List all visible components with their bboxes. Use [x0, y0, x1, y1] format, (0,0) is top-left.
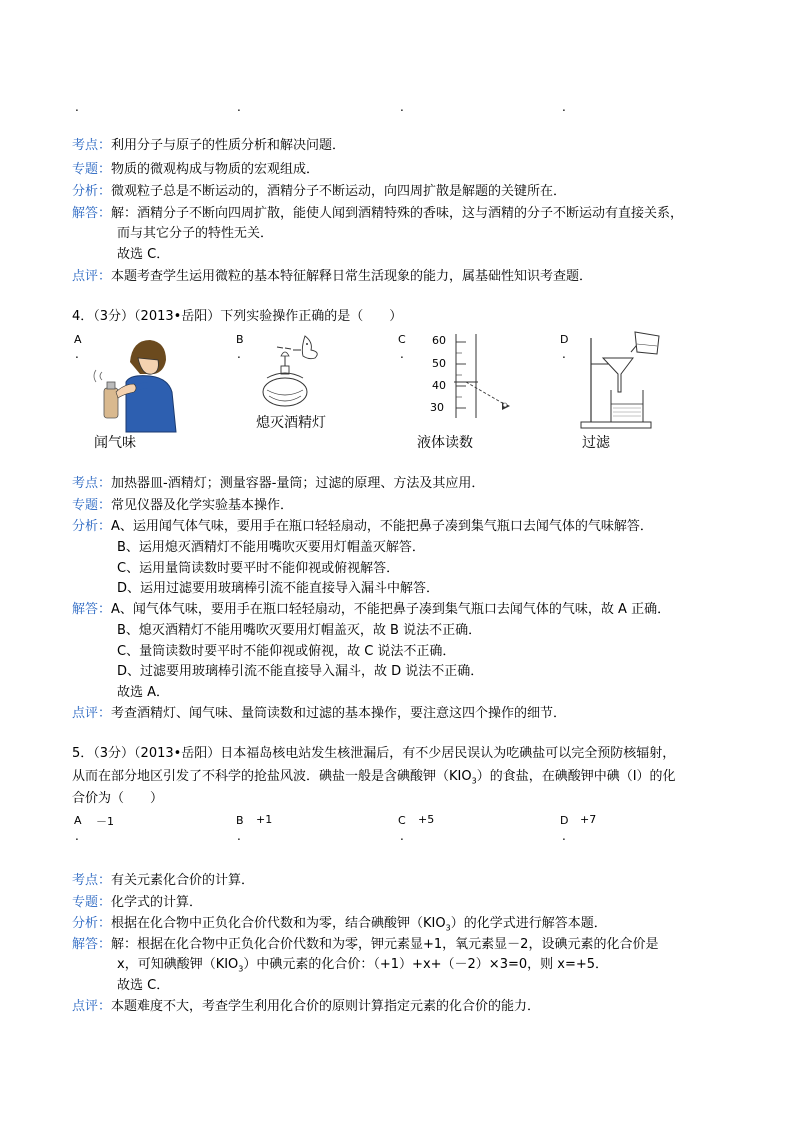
q3-answer: 故选 C． [117, 247, 170, 262]
q3-fenxi: 分析：微观粒子总是不断运动的，酒精分子不断运动，向四周扩散是解题的关键所在． [72, 184, 567, 199]
q5-option-c-value: +5 [418, 813, 435, 826]
q3-dianping: 点评：本题考查学生运用微粒的基本特征解释日常生活现象的能力，属基础性知识考查题． [72, 269, 593, 284]
q5-stem-line1: 5．（3分）（2013•岳阳）日本福岛核电站发生核泄漏后，有不少居民误认为吃碘盐可以完全预防核辐射， [72, 746, 676, 761]
extinguish-lamp-illustration [255, 334, 345, 414]
q5-zhuanti: 专题：化学式的计算． [72, 895, 203, 910]
option-dot-c: . [400, 100, 404, 114]
q5-option-a-letter: A [74, 814, 82, 827]
q4-stem: 4．（3分）（2013•岳阳）下列实验操作正确的是（ ） [72, 309, 403, 324]
q5-stem-line2: 从而在部分地区引发了不科学的抢盐风波．碘盐一般是含碘酸钾$(KIO_3)$的食盐，在碘酸钾中碘（I）的化 [72, 769, 676, 786]
q4-zhuanti: 专题：常见仪器及化学实验基本操作． [72, 498, 294, 513]
q5-fenxi: 分析：根据在化合物中正负化合价代数和为零，结合碘酸钾$(KIO_3)$的化学式进行解答本题． [72, 916, 607, 933]
q5-jieda-line2: x，可知碘酸钾$(KIO_3)$中碘元素的化合价：（+1）+x+（－2）×3=0，则 x=+5． [117, 957, 609, 974]
q5-option-c-dot: . [400, 829, 404, 843]
q5-option-d-dot: . [562, 829, 566, 843]
smelling-gas-illustration [90, 332, 185, 432]
q4-jieda-c: C、量筒读数时要平时不能仰视或俯视，故 C 说法不正确． [117, 644, 456, 659]
q5-answer: 故选 C． [117, 978, 170, 993]
q5-dianping: 点评：本题难度不大，考查学生利用化合价的原则计算指定元素的化合价的能力． [72, 999, 541, 1014]
q5-jieda: 解答：解：根据在化合物中正负化合价代数和为零，钾元素显+1，氧元素显－2，设碘元素的化合价是 [72, 937, 659, 952]
cylinder-tick-40: 40 [432, 379, 446, 392]
cylinder-tick-50: 50 [432, 357, 446, 370]
q4-fenxi-b: B、运用熄灭酒精灯不能用嘴吹灭要用灯帽盖灭解答． [117, 540, 425, 555]
q4-option-a-dot: . [75, 347, 79, 361]
q4-fenxi-c: C、运用量筒读数时要平时不能仰视或俯视解答． [117, 561, 400, 576]
q5-kaodian: 考点：有关元素化合价的计算． [72, 873, 255, 888]
q4-fenxi-d: D、运用过滤要用玻璃棒引流不能直接导入漏斗中解答． [117, 581, 440, 596]
q3-kaodian: 考点：利用分子与原子的性质分析和解决问题． [72, 138, 346, 153]
q4-option-c-dot: . [400, 347, 404, 361]
q4-option-a-letter: A [74, 333, 82, 346]
q5-option-b-value: +1 [256, 813, 273, 826]
option-dot-d: . [562, 100, 566, 114]
q4-option-d-letter: D [560, 333, 569, 346]
q5-option-b-dot: . [237, 829, 241, 843]
q5-option-d-value: +7 [580, 813, 597, 826]
q5-stem-line3: 合价为（ ） [72, 791, 164, 806]
cylinder-tick-30: 30 [430, 401, 444, 414]
q5-option-b-letter: B [236, 814, 244, 827]
q4-answer: 故选 A． [117, 685, 170, 700]
q4-option-b-dot: . [237, 347, 241, 361]
q4-option-b-caption: 熄灭酒精灯 [256, 415, 326, 431]
q4-option-b-letter: B [236, 333, 244, 346]
q5-option-d-letter: D [560, 814, 569, 827]
q4-dianping: 点评：考查酒精灯、闻气味、量筒读数和过滤的基本操作，要注意这四个操作的细节． [72, 706, 567, 721]
option-dot-b: . [237, 100, 241, 114]
q4-fenxi: 分析：A、运用闻气体气味，要用手在瓶口轻轻扇动，不能把鼻子凑到集气瓶口去闻气体的气味解答． [72, 519, 653, 534]
filtration-illustration [575, 330, 675, 430]
q4-kaodian: 考点：加热器皿-酒精灯；测量容器-量筒；过滤的原理、方法及其应用． [72, 476, 485, 491]
q3-jieda-line2: 而与其它分子的特性无关． [117, 226, 274, 241]
q4-jieda: 解答：A、闻气体气味，要用手在瓶口轻轻扇动，不能把鼻子凑到集气瓶口去闻气体的气味，故 A 正确． [72, 602, 671, 617]
cylinder-tick-60: 60 [432, 334, 446, 347]
q3-jieda: 解答：解：酒精分子不断向四周扩散，能使人闻到酒精特殊的香味，这与酒精的分子不断运动有直接关系， [72, 206, 684, 221]
q4-option-d-caption: 过滤 [582, 435, 610, 451]
q5-option-c-letter: C [398, 814, 406, 827]
q4-option-c-caption: 液体读数 [417, 435, 473, 451]
option-dot-a: . [75, 100, 79, 114]
q4-jieda-b: B、熄灭酒精灯不能用嘴吹灭要用灯帽盖灭，故 B 说法不正确． [117, 623, 482, 638]
q4-option-c-letter: C [398, 333, 406, 346]
q5-option-a-value: －1 [96, 815, 114, 828]
q4-jieda-d: D、过滤要用玻璃棒引流不能直接导入漏斗，故 D 说法不正确． [117, 664, 484, 679]
q4-option-d-dot: . [562, 347, 566, 361]
q3-zhuanti: 专题：物质的微观构成与物质的宏观组成． [72, 162, 320, 177]
q4-option-a-caption: 闻气味 [94, 435, 136, 451]
q5-option-a-dot: . [75, 829, 79, 843]
